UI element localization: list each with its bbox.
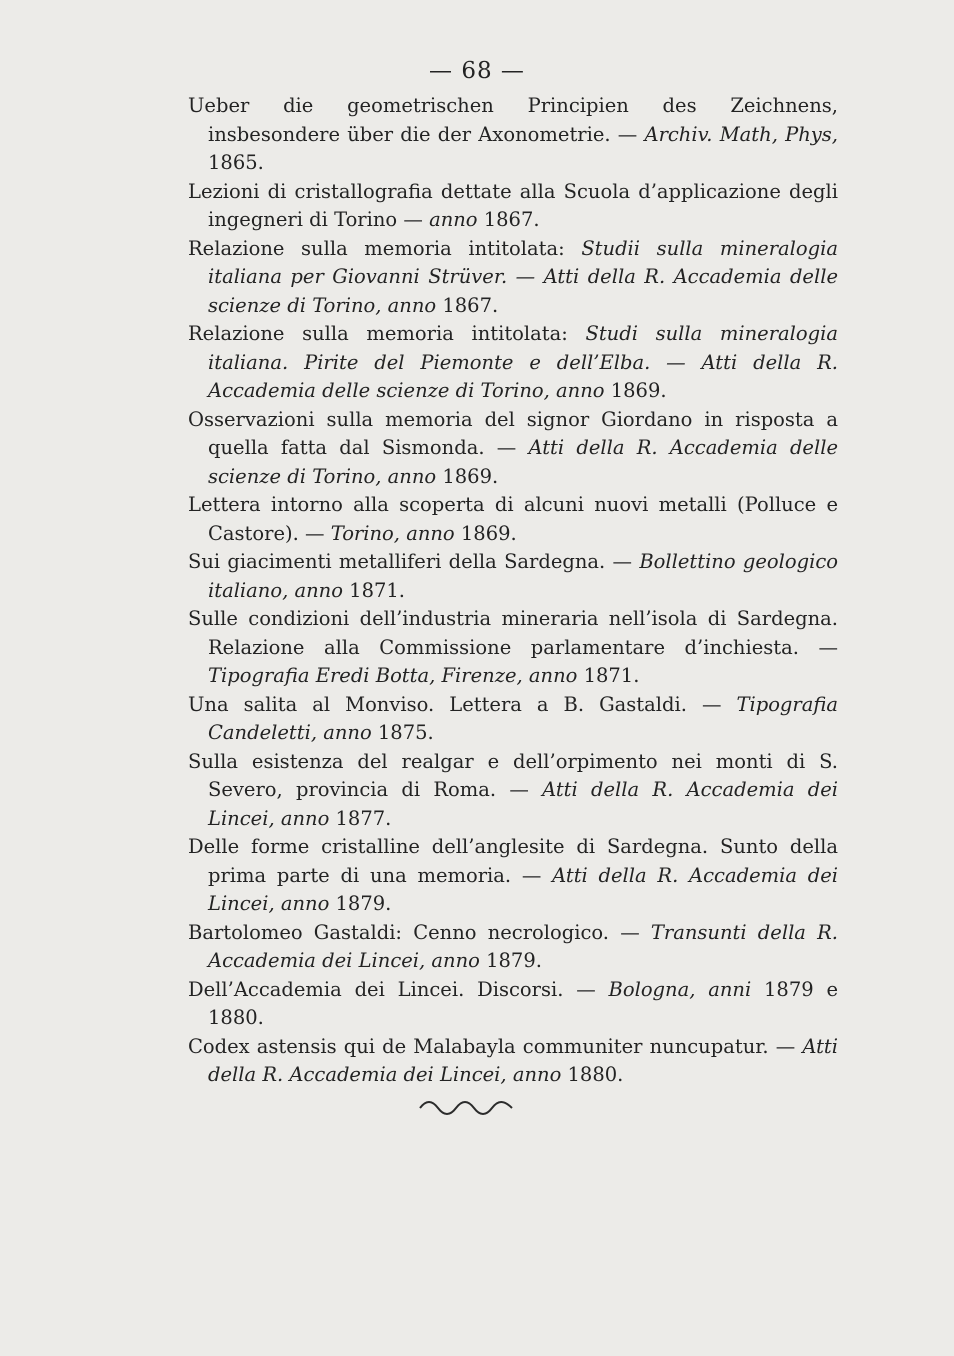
entry-source: Transunti della R. Accademia dei Lincei, anno [208,920,839,972]
entry-date: 1871. [342,578,406,602]
entry-date: 1867. [436,293,499,317]
bibliography-entry [188,406,838,492]
entry-source: Atti della R. Accademia dei Lincei, anno [208,863,838,915]
bibliography-entry [188,976,838,1033]
entry-date: 1869. [454,521,517,545]
entry-date: 1875. [371,721,434,744]
entry-title: Sulla esistenza del realgar e dell’orpimento nei monti di S. Severo, provincia di Roma. — [188,749,838,801]
entry-date: 1869. [604,379,667,402]
entry-source: Studii sulla mineralogia italiana per Giovanni Strüver. — Atti della R. Accademia delle scienze di Torino, anno [208,236,838,317]
entry-title: Bartolomeo Gastaldi: Cenno necrologico. — [188,920,651,944]
bibliography-entry [188,235,838,321]
entry-date: 1880. [561,1063,624,1086]
wavy-rule-ornament-icon [418,1098,514,1116]
entry-source: Bologna, anni [608,977,752,1001]
bibliography-entry [188,691,838,748]
entry-title: Sui giacimenti metalliferi della Sardegna. — [188,550,640,573]
entry-title: Lettera intorno alla scoperta di alcuni nuovi metalli (Polluce e Castore). — [188,493,838,545]
entry-title: Ueber die geometrischen Principien des Zeichnens, insbesondere über die der Axonometrie. — [188,94,838,146]
entry-date: 1867. [477,208,540,231]
entry-date: 1865. [208,151,264,174]
bibliography-entry [188,1033,838,1090]
entry-date: 1869. [436,464,499,488]
entry-source: anno [429,208,478,231]
bibliography-entry [188,178,838,235]
bibliography-entry [188,833,838,919]
entry-source: Torino, anno [330,521,455,545]
entry-title: Delle forme cristalline dell’anglesite di Sardegna. Sunto della prima parte di una memoria. — [188,835,838,887]
bibliography-entry [188,320,838,406]
bibliography-entry [188,92,838,178]
entry-title: Relazione sulla memoria intitolata: [188,236,582,260]
page-number: — 68 — [429,58,525,84]
entry-title: Osservazioni sulla memoria del signor Giordano in risposta a quella fatta dal Sismonda. — [188,407,838,459]
entry-title: Dell’Accademia dei Lincei. Discorsi. — [188,977,609,1001]
entry-source: Atti della R. Accademia dei Lincei, anno [208,778,838,830]
entry-title: Una salita al Monviso. Lettera a B. Gastaldi. — [188,692,737,716]
entry-source: Atti della R. Accademia delle scienze di Torino, anno [208,436,838,488]
entry-source: Studi sulla mineralogia italiana. Pirite del Piemonte e dell’Elba. — Atti della R. Accademia delle scienze di Torino, anno [208,322,838,402]
entry-source: Tipografia Candeletti, anno [208,692,838,744]
entry-date: 1871. [577,664,640,687]
entry-source: Tipografia Eredi Botta, Firenze, anno [208,664,578,687]
entry-title: Relazione sulla memoria intitolata: [188,322,586,345]
entry-source: Bollettino geologico italiano, anno [208,550,838,602]
bibliography-entry [188,748,838,834]
entry-source: Archiv. Math, Phys, [644,122,838,146]
entry-title: Lezioni di cristallografia dettate alla Scuola d’applicazione degli ingegneri di Torino — [188,179,838,231]
bibliography-entry [188,491,838,548]
entry-title: Sulle condizioni dell’industria mineraria nell’isola di Sardegna. Relazione alla Commissione parlamentare d’inchiesta. — [188,607,838,659]
entry-title: Codex astensis qui de Malabayla communiter nuncupatur. — [188,1034,803,1058]
entry-date: 1879 e 1880. [208,977,838,1029]
bibliography-entry [188,548,838,605]
bibliography-entry [188,919,838,976]
entry-date: 1879. [479,949,542,972]
entry-date: 1879. [329,892,392,915]
bibliography-entry [188,605,838,691]
bibliography-list [188,92,838,1090]
entry-date: 1877. [329,806,392,830]
entry-source: Atti della R. Accademia dei Lincei, anno [208,1034,838,1086]
